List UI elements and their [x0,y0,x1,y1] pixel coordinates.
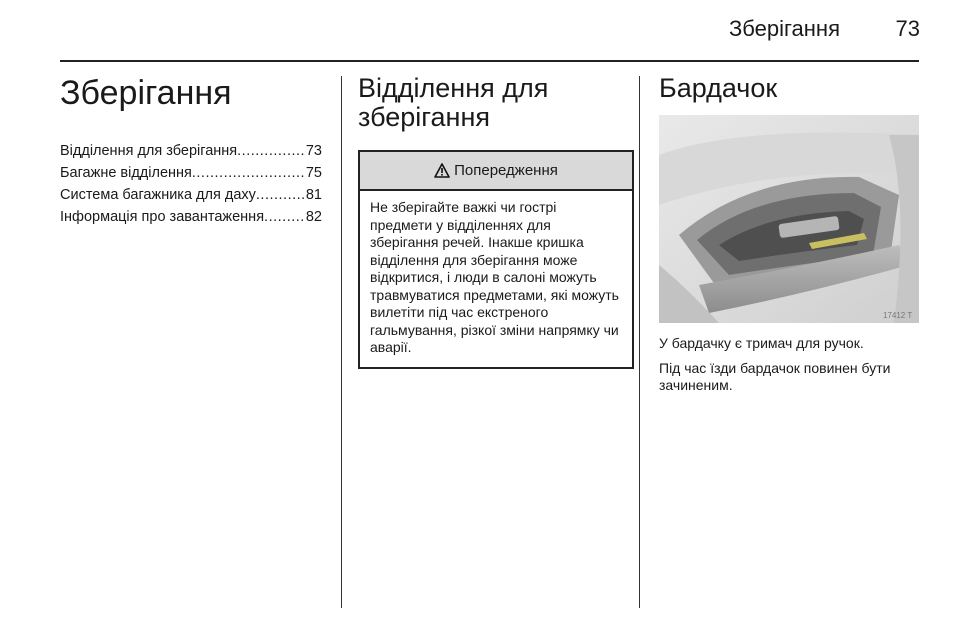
image-code: 17412 T [883,311,913,320]
toc-entry-title: Відділення для зберігання [60,143,238,159]
section-title [358,74,630,132]
toc-entry[interactable] [60,206,322,228]
toc-entry-page: 73 [305,143,322,159]
toc-leader-dots [256,184,306,206]
right-column [659,74,921,395]
warning-label: Попередження [454,162,558,179]
table-of-contents [60,140,322,228]
toc-leader-dots [264,206,306,228]
toc-entry[interactable] [60,140,322,162]
column-divider-2 [639,76,640,608]
header-rule [60,60,919,62]
toc-entry-page: 81 [305,187,322,203]
toc-entry-page: 75 [305,165,322,181]
left-column [60,74,322,228]
section-title-line2: зберігання [358,102,490,132]
section-title-line1: Відділення для [358,73,549,103]
toc-leader-dots [237,140,306,162]
toc-leader-dots [192,162,306,184]
warning-text: Не зберігайте важкі чи гострі предмети у відділеннях для зберігання речей. Інакше кришка відділення для зберігання може відкритися, і люди в салоні можуть травмуватися предметами, які можуть вилетіти під час екстреного гальмування, різкої зміни напрямку чи аварії. [370,199,619,355]
glovebox-paragraph-2: Під час їзди бардачок повинен бути зачиненим. [659,359,891,393]
toc-entry-title: Система багажника для даху [60,187,256,203]
chapter-title: Зберігання [60,74,232,112]
header-page-number: 73 [895,16,920,41]
glovebox-illustration [659,115,919,323]
toc-entry-title: Багажне відділення [60,165,192,181]
header-section-title: Зберігання [729,16,840,41]
toc-entry-title: Інформація про завантаження [60,209,265,225]
warning-triangle-icon [434,163,450,178]
glovebox-paragraph-1: У бардачку є тримач для ручок. [659,335,864,351]
glovebox-title: Бардачок [659,73,778,103]
middle-column [358,74,630,369]
toc-entry[interactable] [60,184,322,206]
warning-box [358,150,634,369]
warning-header [360,152,632,191]
toc-entry-page: 82 [305,209,322,225]
toc-entry[interactable] [60,162,322,184]
column-divider-1 [341,76,342,608]
